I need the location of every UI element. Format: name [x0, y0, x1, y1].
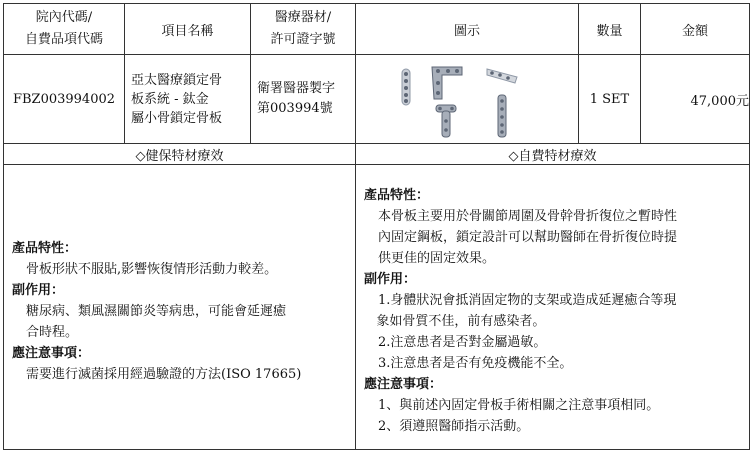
item-permit: 衛署醫器製字 第003994號 — [251, 55, 356, 144]
selfpay-features-text: 本骨板主要用於骨關節周圍及骨幹骨折復位之暫時性 內固定鋼板，鎖定設計可以幫助醫師在骨折復位時提 供更佳的固定效果。 — [378, 209, 678, 266]
header-row — [4, 4, 750, 55]
header-amount: 金額 — [641, 4, 750, 55]
nhi-side-effects-heading: 副作用： — [12, 282, 65, 298]
header-name: 項目名稱 — [125, 4, 251, 55]
list-item: 2. 注意患者是否對金屬過敏。 — [378, 335, 547, 350]
long-plate-icon — [498, 95, 506, 137]
section-body-row — [4, 165, 750, 450]
item-name: 亞太醫療鎖定骨 板系統 - 鈦金 屬小骨鎖定骨板 — [125, 55, 251, 144]
item-code: FBZ003994002 — [4, 55, 125, 144]
header-permit: 醫療器材/ 許可證字號 — [251, 4, 356, 55]
angled-plate-icon — [487, 69, 517, 83]
nhi-notes-heading: 應注意事項： — [12, 345, 91, 361]
header-image: 圖示 — [356, 4, 579, 55]
straight-plate-icon — [402, 69, 410, 105]
section-title-row — [4, 144, 750, 165]
item-image — [356, 55, 579, 144]
item-row — [4, 55, 750, 144]
bone-plate-image — [392, 59, 542, 139]
selfpay-notes-text: 1、與前述內固定骨板手術相關之注意事項相同。 2、須遵照醫師指示活動。 — [378, 398, 660, 434]
nhi-features-heading: 產品特性： — [12, 240, 78, 256]
nhi-section-title: ◇健保特材療效 — [4, 144, 356, 165]
l-plate-icon — [432, 67, 462, 99]
selfpay-section-title: ◇自費特材療效 — [356, 144, 750, 165]
item-amount: 47,000元 — [641, 55, 750, 144]
price-table — [3, 3, 750, 450]
nhi-notes-text: 需要進行滅菌採用經過驗證的方法(ISO 17665) — [26, 366, 302, 382]
nhi-features-text: 骨板形狀不服貼,影響恢復情形活動力較差。 — [26, 261, 278, 277]
header-code: 院內代碼/ 自費品項代碼 — [4, 4, 125, 55]
t-plate-icon — [436, 105, 456, 137]
nhi-section-body — [4, 165, 356, 450]
selfpay-section-body — [356, 165, 750, 450]
selfpay-features-heading: 產品特性： — [364, 188, 430, 203]
selfpay-notes-heading: 應注意事項： — [364, 377, 443, 392]
nhi-side-effects-text: 糖尿病、類風濕關節炎等病患，可能會延遲癒 合時程。 — [26, 303, 287, 340]
list-item: 3. 注意患者是否有免疫機能不全。 — [378, 356, 573, 371]
selfpay-side-effects-heading: 副作用： — [364, 272, 417, 287]
list-item: 1. 身體狀況會抵消固定物的支架或造成延遲癒合等現 象如骨質不佳，前有感染者。 — [376, 293, 677, 329]
header-qty: 數量 — [579, 4, 641, 55]
item-qty: 1 SET — [579, 55, 641, 144]
